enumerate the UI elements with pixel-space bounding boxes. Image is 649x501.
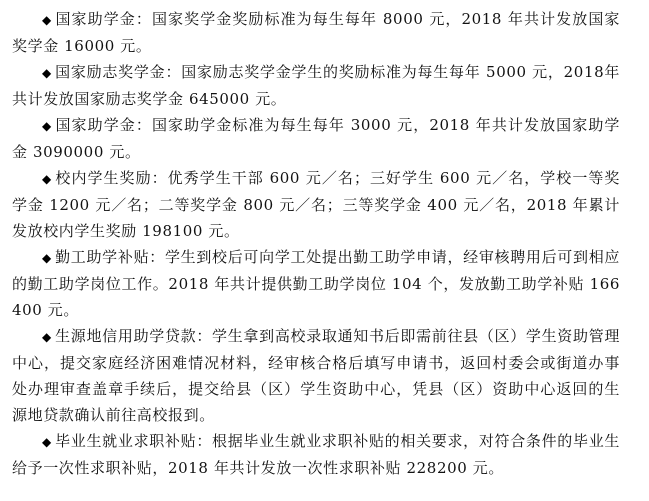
diamond-bullet-icon: ◆ <box>42 66 52 80</box>
paragraph-student-loan <box>12 323 620 428</box>
paragraph-national-scholarship <box>12 6 620 59</box>
paragraph-national-grant <box>12 112 620 165</box>
diamond-bullet-icon: ◆ <box>42 435 52 449</box>
paragraph-text: 校内学生奖励：优秀学生干部 600 元／名；三好学生 600 元／名，学校一等奖学金 1200 元／名；二等奖学金 800 元／名；三等奖学金 400 元／名，2018 年累计发放校内学生奖励 198100 元。 <box>12 169 620 240</box>
paragraph-work-study-subsidy <box>12 244 620 323</box>
paragraph-text: 毕业生就业求职补贴：根据毕业生就业求职补贴的相关要求，对符合条件的毕业生给予一次性求职补贴，2018 年共计发放一次性求职补贴 228200 元。 <box>12 432 620 477</box>
paragraph-graduate-job-subsidy <box>12 428 620 481</box>
paragraph-text: 勤工助学补贴：学生到校后可向学工处提出勤工助学申请，经审核聘用后可到相应的勤工助学岗位工作。2018 年共计提供勤工助学岗位 104 个，发放勤工助学补贴 166400 元。 <box>12 248 620 319</box>
paragraph-national-encouragement-scholarship <box>12 59 620 112</box>
diamond-bullet-icon: ◆ <box>42 13 52 27</box>
diamond-bullet-icon: ◆ <box>42 172 52 186</box>
paragraph-text: 国家助学金：国家奖学金奖励标准为每生每年 8000 元，2018 年共计发放国家奖学金 16000 元。 <box>12 10 620 55</box>
paragraph-text: 生源地信用助学贷款：学生拿到高校录取通知书后即需前往县（区）学生资助管理中心，提交家庭经济困难情况材料，经审核合格后填写申请书，返回村委会或街道办事处办理审查盖章手续后，提交给县（区）学生资助中心，凭县（区）资助中心返回的生源地贷款确认前往高校报到。 <box>12 327 620 424</box>
paragraph-campus-awards <box>12 165 620 244</box>
diamond-bullet-icon: ◆ <box>42 251 52 265</box>
diamond-bullet-icon: ◆ <box>42 119 52 133</box>
diamond-bullet-icon: ◆ <box>42 330 52 344</box>
document-body <box>12 6 620 481</box>
paragraph-text: 国家励志奖学金：国家励志奖学金学生的奖励标准为每生每年 5000 元，2018年共计发放国家励志奖学金 645000 元。 <box>12 63 620 108</box>
paragraph-text: 国家助学金：国家助学金标准为每生每年 3000 元，2018 年共计发放国家助学金 3090000 元。 <box>12 116 620 161</box>
